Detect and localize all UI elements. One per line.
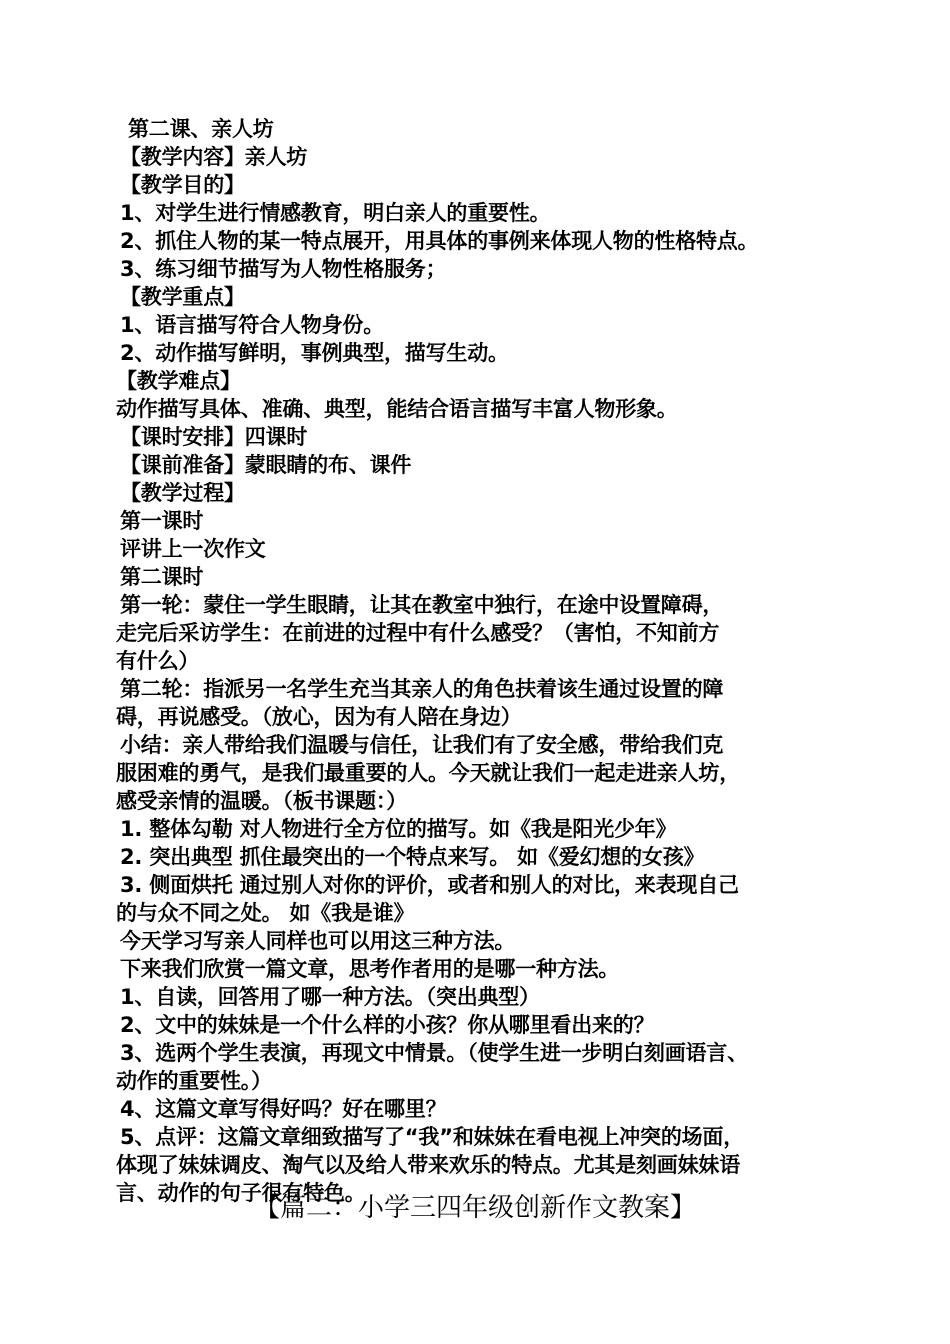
text-line: 服困难的勇气，是我们最重要的人。今天就让我们一起走进亲人坊， <box>116 761 740 785</box>
text-line: 3. 侧面烘托 通过别人对你的评价，或者和别人的对比，来表现自己 <box>120 873 739 897</box>
text-line: 言、动作的句子很有特色。 <box>116 1181 366 1205</box>
section-heading: 【课时安排】四课时 <box>120 425 308 449</box>
text-line: 评讲上一次作文 <box>120 537 266 561</box>
section-heading: 【课前准备】蒙眼睛的布、课件 <box>120 453 412 477</box>
text-line: 今天学习写亲人同样也可以用这三种方法。 <box>120 929 516 953</box>
section-heading: 【教学内容】亲人坊 <box>120 145 308 169</box>
text-line: 1、对学生进行情感教育，明白亲人的重要性。 <box>120 201 551 225</box>
text-line: 2. 突出典型 抓住最突出的一个特点来写。 如《爱幻想的女孩》 <box>120 845 705 869</box>
text-line: 的与众不同之处。 如《我是谁》 <box>116 901 415 925</box>
text-line: 动作描写具体、准确、典型，能结合语言描写丰富人物形象。 <box>116 397 678 421</box>
section-heading: 【教学目的】 <box>120 173 245 197</box>
text-line: 5、点评：这篇文章细致描写了“我”和妹妹在看电视上冲突的场面， <box>120 1125 745 1149</box>
text-line: 4、这篇文章写得好吗？好在哪里？ <box>120 1097 447 1121</box>
text-line: 第一课时 <box>120 509 204 533</box>
text-line: 动作的重要性。） <box>116 1069 272 1093</box>
text-line: 1. 整体勾勒 对人物进行全方位的描写。如《我是阳光少年》 <box>120 817 677 841</box>
lesson-title: 第二课、亲人坊 <box>128 117 274 141</box>
text-line: 1、语言描写符合人物身份。 <box>120 313 385 337</box>
text-line: 3、选两个学生表演，再现文中情景。（使学生进一步明白刻画语言、 <box>120 1041 748 1065</box>
text-line: 走完后采访学生：在前进的过程中有什么感受？（害怕，不知前方 <box>116 621 720 645</box>
text-line: 2、抓住人物的某一特点展开，用具体的事例来体现人物的性格特点。 <box>120 229 759 253</box>
section-heading: 【教学难点】 <box>116 369 241 393</box>
text-line: 体现了妹妹调皮、淘气以及给人带来欢乐的特点。尤其是刻画妹妹语 <box>116 1153 740 1177</box>
section-heading: 【教学过程】 <box>120 481 245 505</box>
text-line: 第二课时 <box>120 565 204 589</box>
text-line: 3、练习细节描写为人物性格服务； <box>120 257 447 281</box>
text-line: 感受亲情的温暖。（板书课题：） <box>116 789 407 813</box>
text-line: 有什么） <box>116 649 200 673</box>
text-line: 小结：亲人带给我们温暖与信任，让我们有了安全感，带给我们克 <box>120 733 724 757</box>
next-section-title: 【篇二：小学三四年级创新作文教案】 <box>253 1193 696 1223</box>
text-line: 1、自读，回答用了哪一种方法。（突出典型） <box>120 985 540 1009</box>
text-line: 第二轮：指派另一名学生充当其亲人的角色扶着该生通过设置的障 <box>120 677 724 701</box>
section-heading: 【教学重点】 <box>120 285 245 309</box>
text-line: 2、文中的妹妹是一个什么样的小孩？你从哪里看出来的？ <box>120 1013 655 1037</box>
text-line: 碍，再说感受。（放心，因为有人陪在身边） <box>116 705 522 729</box>
text-line: 2、动作描写鲜明，事例典型，描写生动。 <box>120 341 509 365</box>
text-line: 下来我们欣赏一篇文章，思考作者用的是哪一种方法。 <box>120 957 620 981</box>
text-line: 第一轮：蒙住一学生眼睛，让其在教室中独行，在途中设置障碍， <box>120 593 724 617</box>
